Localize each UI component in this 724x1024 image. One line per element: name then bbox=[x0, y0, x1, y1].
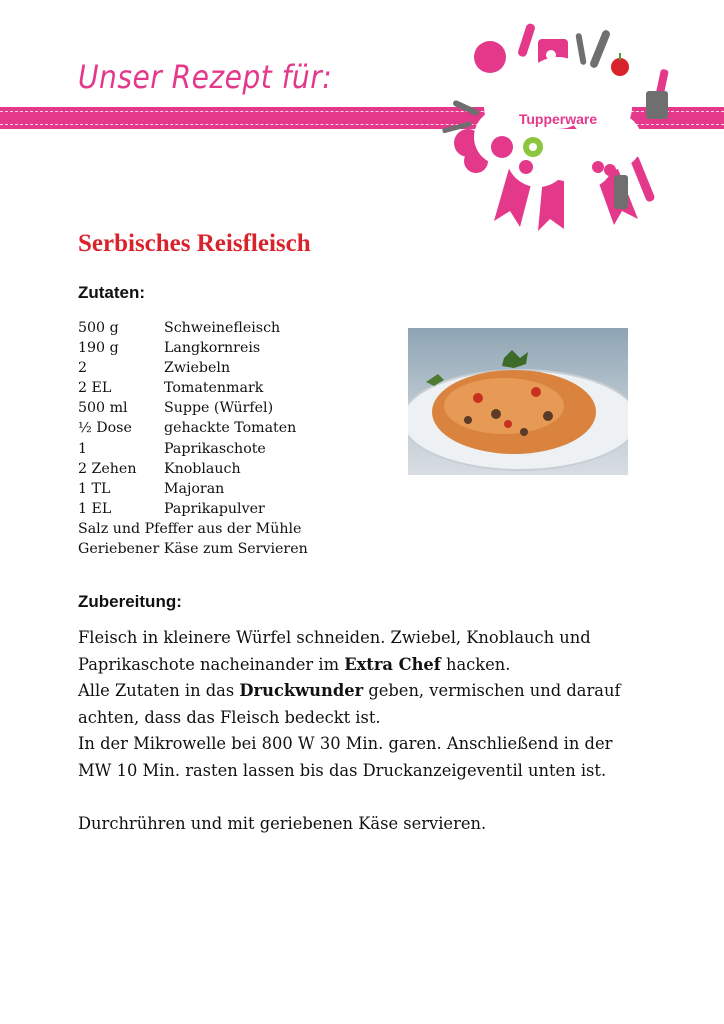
ingredient-name: gehackte Tomaten bbox=[164, 420, 297, 437]
pepper-piece-icon bbox=[531, 387, 541, 397]
stem-icon bbox=[619, 53, 621, 60]
spoon-icon bbox=[452, 99, 480, 116]
preparation-text bbox=[78, 625, 638, 837]
preparation-line: Durchrühren und mit geriebenen Käse servieren. bbox=[78, 813, 487, 833]
ingredient-row bbox=[78, 358, 308, 378]
ingredient-qty: 2 Zehen bbox=[78, 460, 137, 477]
ingredient-qty: 500 g bbox=[78, 320, 119, 336]
ingredient-qty: 500 ml bbox=[78, 400, 128, 417]
preparation-line: MW 10 Min. rasten lassen bis das Druckanzeigeventil unten ist. bbox=[78, 760, 607, 780]
ingredient-row bbox=[78, 378, 308, 398]
ingredient-row bbox=[78, 338, 308, 358]
polka-circle-icon bbox=[491, 136, 513, 158]
ingredient-name: Paprikapulver bbox=[164, 500, 265, 517]
ingredient-row bbox=[78, 439, 308, 459]
ingredient-row bbox=[78, 459, 308, 479]
ingredient-name: Suppe (Würfel) bbox=[164, 400, 274, 417]
ingredient-qty: 2 EL bbox=[78, 380, 112, 397]
ingredients-list bbox=[78, 318, 308, 559]
cherry-icon bbox=[592, 161, 604, 173]
mixing-bowl-icon bbox=[474, 41, 506, 73]
ingredient-row bbox=[78, 499, 308, 519]
ingredient-row bbox=[78, 418, 308, 438]
ingredient-name: Paprikaschote bbox=[164, 440, 266, 457]
pepper-piece-icon bbox=[504, 420, 512, 428]
ingredient-note: Geriebener Käse zum Servieren bbox=[78, 541, 308, 558]
cutting-board-icon bbox=[646, 91, 668, 119]
lime-center-icon bbox=[529, 143, 537, 151]
ingredient-row bbox=[78, 398, 308, 418]
paragraph-gap bbox=[78, 784, 638, 811]
ingredient-note: Salz und Pfeffer aus der Mühle bbox=[78, 520, 302, 537]
ingredient-qty: 2 bbox=[78, 360, 88, 377]
whisk-icon bbox=[517, 23, 536, 58]
spatula-icon bbox=[629, 155, 655, 203]
preparation-line: In der Mikrowelle bei 800 W 30 Min. garen. Anschließend in der bbox=[78, 734, 613, 753]
preparation-line: achten, dass das Fleisch bedeckt ist. bbox=[78, 707, 381, 727]
recipe-title: Serbisches Reisfleisch bbox=[78, 230, 311, 257]
grater-icon bbox=[614, 175, 628, 209]
rolling-pin-icon bbox=[589, 29, 611, 69]
meat-piece-icon bbox=[464, 416, 472, 424]
ingredient-qty: ½ Dose bbox=[78, 420, 132, 437]
preparation-line: Alle Zutaten in das Druckwunder geben, vermischen und darauf bbox=[78, 681, 621, 700]
product-name: Druckwunder bbox=[239, 681, 364, 700]
ingredient-row bbox=[78, 479, 308, 499]
tupperware-badge bbox=[418, 15, 688, 233]
ingredient-name: Langkornreis bbox=[164, 340, 261, 357]
peeler-icon bbox=[575, 33, 586, 66]
pepper-piece-icon bbox=[473, 393, 483, 403]
preparation-line: Paprikaschote nacheinander im Extra Chef hacken. bbox=[78, 654, 511, 674]
ingredient-name: Majoran bbox=[164, 480, 225, 497]
ingredient-name: Knoblauch bbox=[164, 460, 241, 477]
ingredient-qty: 190 g bbox=[78, 340, 119, 357]
meat-piece-icon bbox=[543, 411, 553, 421]
ingredient-qty: 1 TL bbox=[78, 480, 111, 497]
ingredient-qty: 1 bbox=[78, 440, 88, 457]
ingredient-name: Zwiebeln bbox=[164, 360, 231, 377]
ingredients-heading: Zutaten: bbox=[78, 283, 146, 302]
ingredient-name: Tomatenmark bbox=[164, 380, 264, 397]
dish-photo bbox=[408, 328, 628, 475]
header-title: Unser Rezept für: bbox=[78, 58, 333, 96]
ingredient-row bbox=[78, 318, 308, 338]
apple-icon bbox=[611, 58, 629, 76]
preparation-heading: Zubereitung: bbox=[78, 592, 182, 611]
ingredient-qty: 1 EL bbox=[78, 500, 112, 517]
product-name: Extra Chef bbox=[344, 654, 441, 674]
meat-piece-icon bbox=[520, 428, 528, 436]
meat-piece-icon bbox=[491, 409, 501, 419]
rice-highlight-icon bbox=[444, 378, 564, 434]
ingredient-name: Schweinefleisch bbox=[164, 320, 281, 336]
cherry-icon bbox=[604, 164, 616, 176]
polka-circle-icon bbox=[519, 160, 533, 174]
brand-logo: Tupperware bbox=[518, 111, 598, 127]
preparation-line: Fleisch in kleinere Würfel schneiden. Zwiebel, Knoblauch und bbox=[78, 628, 591, 647]
